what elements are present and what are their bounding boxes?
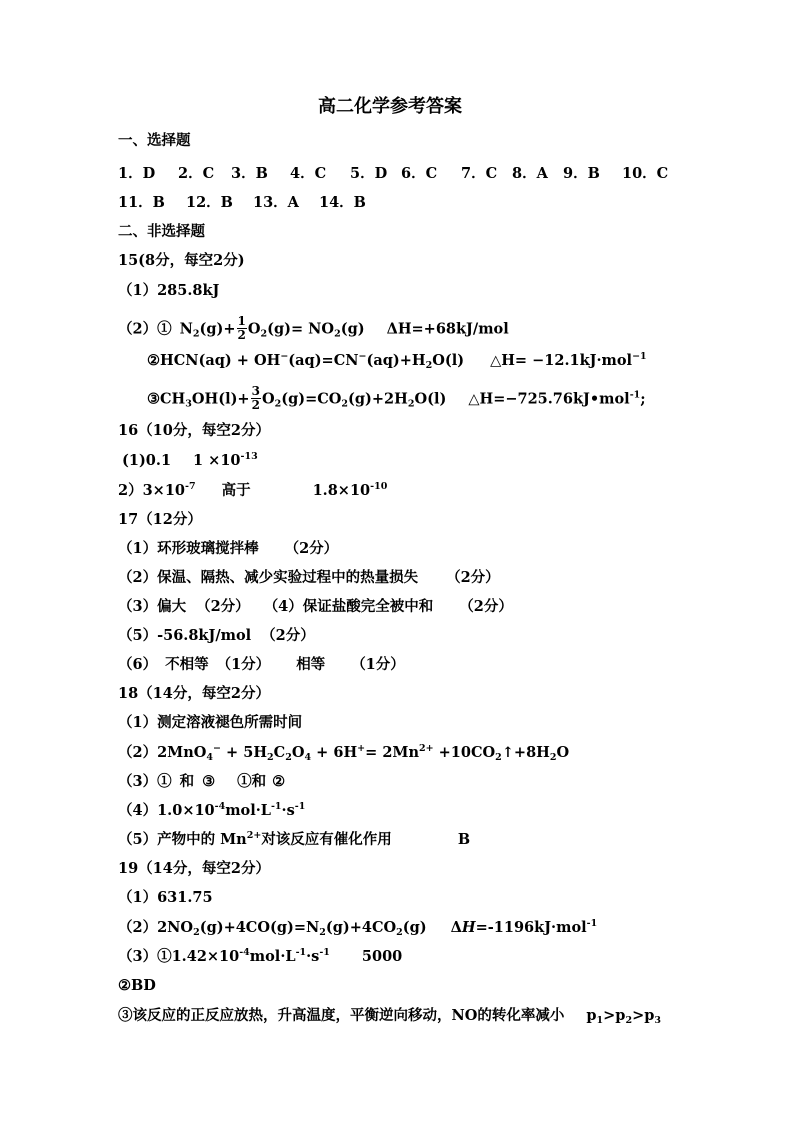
mc-answer-9: 9．B [563,165,600,182]
q19-line4: ②BD [118,977,156,994]
q15-part2-equation-2: ②HCN(aq) + $OH^-(aq)=CN^-(aq)+H_2O(l)$ △H= −12.1kJ·mol$^{-1}$ [147,351,647,371]
q15-part1: （1）285.8kJ [118,282,220,299]
q17-line5: （6） 不相等 （1分） 相等 （1分） [118,656,405,673]
mc-answer-12: 12．B [186,194,233,211]
section-heading-non-choice: 二、非选择题 [118,223,205,240]
mc-answer-4: 4．C [290,165,327,182]
q15-header: 15(8分，每空2分) [118,252,245,269]
q16-line1: (1)0.1 $1 \times 10^{-13}$ [122,451,258,469]
q15-part2-equation-3: $③CH_3OH(l)+$ $\frac{3}{2}$ $O_2(g)=CO_2(g)+2H_2O(l)$ △H=−725.76kJ•mol$^{-1}$; [147,384,646,412]
q19-header: 19（14分，每空2分） [118,860,270,877]
q18-line1: （1）测定溶液褪色所需时间 [118,714,303,731]
q18-line2-equation: $(2)2MnO_4^- + 5H_2C_2O_4 + 6H^+= 2Mn^{2+}$ $+10CO_2↑+8H_2O$ [118,743,570,763]
fraction-three-halves: $\frac{3}{2}$ [251,384,260,412]
q18-line5: （5）产物中的 $Mn^{2+}$对该反应有催化作用 B [118,830,471,848]
mc-answer-14: 14．B [319,194,366,211]
mc-answer-10: 10．C [622,165,669,182]
mc-answer-11: 11．B [118,194,165,211]
mc-answer-13: 13．A [253,194,299,211]
q17-line2: （2）保温、隔热、减少实验过程中的热量损失 （2分） [118,569,500,586]
mc-answer-7: 7．C [461,165,498,182]
q18-line3: （3）① 和 ③ ①和 ② [118,773,286,790]
page-title: 高二化学参考答案 [318,96,462,117]
q18-line4: $(4)1.0\times 10^{-4}mol\cdot L^{-1}\cdot s^{-1}$ [118,801,306,819]
fraction-one-half: $\frac{1}{2}$ [237,314,246,342]
q17-line4: （5）-56.8kJ/mol （2分） [118,627,315,644]
section-heading-multiple-choice: 一、选择题 [118,132,191,149]
q19-line5: ③该反应的正反应放热，升高温度，平衡逆向移动，NO的转化率减小 $p_1>p_2>p_3$ [118,1007,661,1026]
q17-line1: （1）环形玻璃搅拌棒 （2分） [118,540,339,557]
mc-answer-5: 5．D [350,165,388,182]
q19-line2-equation: $(2)2NO_2(g)+4CO(g)=N_2(g)+4CO_2(g)$ ΔH=-1196kJ·mol$^{-1}$ [118,918,598,938]
q17-line3: （3）偏大 （2分） （4）保证盐酸完全被中和 （2分） [118,598,513,615]
mc-answer-1: 1．D [118,165,156,182]
q18-header: 18（14分，每空2分） [118,685,270,702]
q15-part2-equation-1: （2）① $N_2(g)+$ $\frac{1}{2}$ $O_2(g)= NO_2(g)$ ΔH=+68kJ/mol [118,314,509,342]
q16-line2: $2)3\times 10^{-7}$ 高于 $1.8\times 10^{-10}$ [118,481,388,499]
mc-answer-3: 3．B [231,165,268,182]
mc-answer-6: 6．C [401,165,438,182]
q16-header: 16（10分，每空2分） [118,422,270,439]
mc-answer-2: 2．C [178,165,215,182]
q17-header: 17（12分） [118,511,202,528]
q19-line3: $(3)①1.42\times 10^{-4}mol\cdot L^{-1}\cdot s^{-1}$ 5000 [118,947,403,965]
q19-line1: （1）631.75 [118,889,213,906]
mc-answer-8: 8．A [512,165,548,182]
